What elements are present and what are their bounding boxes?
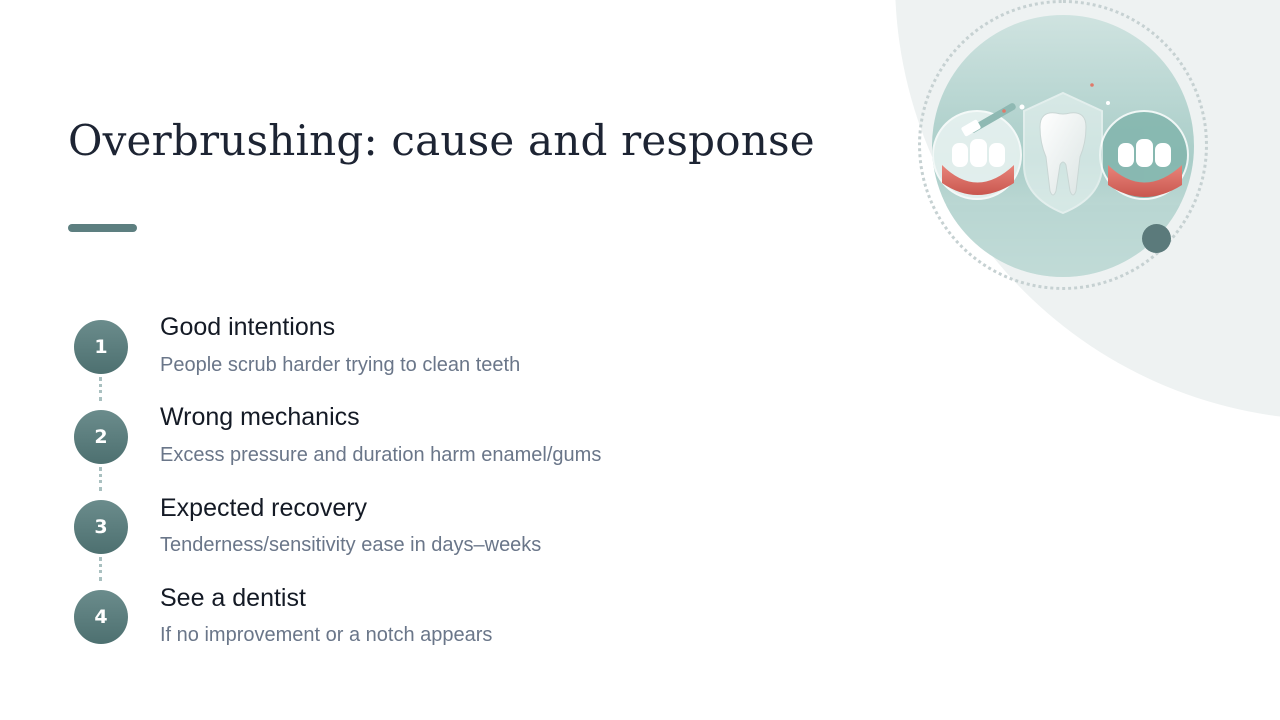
step-2-heading: Wrong mechanics (160, 403, 360, 431)
step-1-number-badge: 1 (74, 320, 128, 374)
step-3-number-badge: 3 (74, 500, 128, 554)
step-4-description: If no improvement or a notch appears (160, 624, 493, 646)
step-3-heading: Expected recovery (160, 494, 368, 522)
step-connector (99, 377, 102, 401)
step-4-heading: See a dentist (160, 584, 306, 612)
step-1-heading: Good intentions (160, 313, 336, 341)
step-3-description: Tenderness/sensitivity ease in days–weeks (160, 534, 542, 556)
step-connector (99, 557, 102, 581)
step-4-number-badge: 4 (74, 590, 128, 644)
step-2-number-badge: 2 (74, 410, 128, 464)
step-2-description: Excess pressure and duration harm enamel/gums (160, 444, 602, 466)
accent-dot (1142, 224, 1171, 253)
step-1-description: People scrub harder trying to clean teeth (160, 354, 521, 376)
page-title: Overbrushing: cause and response (68, 116, 815, 165)
title-underline (68, 224, 137, 232)
step-connector (99, 467, 102, 491)
